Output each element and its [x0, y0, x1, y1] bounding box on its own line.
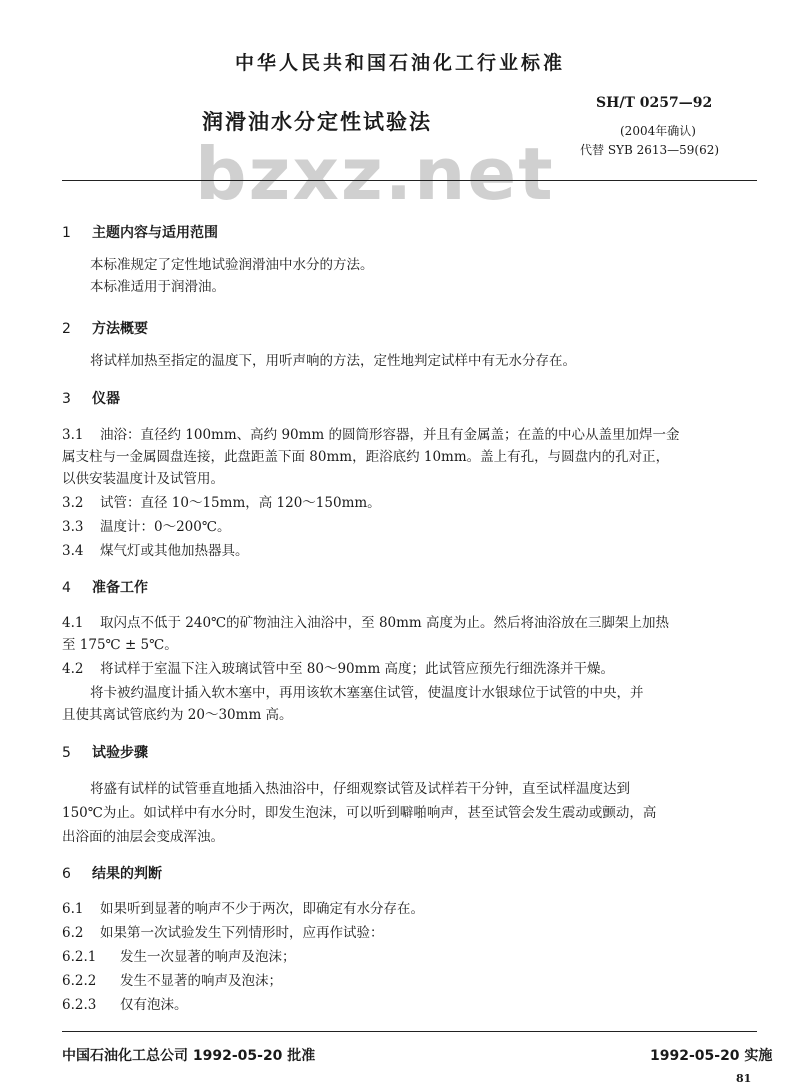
standard-category-header: 中华人民共和国石油化工行业标准 — [234, 52, 565, 74]
clause-text: 发生一次显著的响声及泡沫； — [120, 949, 296, 965]
clause-text: 如果听到显著的响声不少于两次，即确定有水分存在。 — [100, 901, 424, 917]
section-number: 5 — [62, 745, 71, 761]
section-number: 2 — [62, 321, 71, 337]
section-number: 1 — [62, 225, 71, 241]
paragraph: 150℃为止。如试样中有水分时，即发生泡沫，可以听到噼啪响声，甚至试管会发生震动或颤动，高 — [62, 805, 657, 821]
clause-number: 3.3 — [62, 519, 84, 535]
page-number: 81 — [736, 1072, 752, 1085]
section-number: 6 — [62, 866, 71, 882]
section-4-heading — [62, 577, 148, 597]
clause-number: 6.2.3 — [62, 997, 97, 1013]
paragraph: 本标准适用于润滑油。 — [90, 279, 225, 295]
approval-date: 中国石油化工总公司 1992-05-20 批准 — [62, 1048, 316, 1064]
clause-text: 油浴：直径约 100mm、高约 90mm 的圆筒形容器，并且有金属盖；在盖的中心从盖里加焊一金 — [100, 427, 680, 443]
clause-number: 6.1 — [62, 901, 84, 917]
clause-number: 3.4 — [62, 543, 84, 559]
clause-text: 试管：直径 10～15mm，高 120～150mm。 — [100, 495, 381, 511]
clause-text: 温度计：0～200℃。 — [100, 519, 231, 535]
document-title: 润滑油水分定性试验法 — [202, 110, 432, 134]
paragraph: 出浴面的油层会变成浑浊。 — [62, 829, 224, 845]
section-title: 方法概要 — [92, 321, 148, 337]
clause-text: 仅有泡沫。 — [120, 997, 188, 1013]
clause-text: 至 175℃ ± 5℃。 — [62, 637, 178, 653]
watermark: bzxz.net — [195, 132, 555, 216]
section-title: 仪器 — [92, 391, 120, 407]
clause-text: 以供安装温度计及试管用。 — [62, 471, 224, 487]
section-title: 准备工作 — [92, 580, 148, 596]
section-1-heading — [62, 222, 218, 242]
section-number: 3 — [62, 391, 71, 407]
section-6-heading — [62, 863, 162, 883]
footer-rule — [62, 1031, 757, 1032]
section-title: 主题内容与适用范围 — [92, 225, 218, 241]
section-2-heading — [62, 318, 148, 338]
clause-number: 4.1 — [62, 615, 84, 631]
clause-text: 将试样于室温下注入玻璃试管中至 80～90mm 高度；此试管应预先行细洗涤并干燥。 — [100, 661, 615, 677]
header-rule — [62, 180, 757, 181]
paragraph: 将试样加热至指定的温度下，用听声响的方法，定性地判定试样中有无水分存在。 — [90, 353, 576, 369]
section-number: 4 — [62, 580, 71, 596]
clause-text: 取闪点不低于 240℃的矿物油注入油浴中，至 80mm 高度为止。然后将油浴放在三脚架上加热 — [100, 615, 670, 631]
clause-number: 3.2 — [62, 495, 84, 511]
reconfirm-note: (2004年确认) — [620, 124, 696, 138]
standard-code: SH/T 0257—92 — [596, 95, 713, 111]
clause-number: 6.2.1 — [62, 949, 97, 965]
clause-number: 6.2.2 — [62, 973, 97, 989]
clause-text: 发生不显著的响声及泡沫； — [120, 973, 282, 989]
paragraph: 将盛有试样的试管垂直地插入热油浴中，仔细观察试管及试样若干分钟，直至试样温度达到 — [90, 781, 630, 797]
section-3-heading — [62, 388, 120, 408]
clause-text: 将卡被约温度计插入软木塞中，再用该软木塞塞住试管，使温度计水银球位于试管的中央，并 — [90, 685, 644, 701]
clause-text: 如果第一次试验发生下列情形时，应再作试验： — [100, 925, 384, 941]
clause-number: 6.2 — [62, 925, 84, 941]
clause-text: 煤气灯或其他加热器具。 — [100, 543, 249, 559]
clause-text: 且使其离试管底约为 20～30mm 高。 — [62, 707, 293, 723]
paragraph: 本标准规定了定性地试验润滑油中水分的方法。 — [90, 257, 374, 273]
section-5-heading — [62, 742, 148, 762]
section-title: 结果的判断 — [92, 866, 162, 882]
clause-number: 4.2 — [62, 661, 84, 677]
replaces-note: 代替 SYB 2613—59(62) — [580, 143, 720, 157]
implementation-date: 1992-05-20 实施 — [650, 1048, 773, 1064]
section-title: 试验步骤 — [92, 745, 148, 761]
clause-text: 属支柱与一金属圆盘连接，此盘距盖下面 80mm，距浴底约 10mm。盖上有孔，与圆盘内的孔对正， — [62, 449, 670, 465]
clause-number: 3.1 — [62, 427, 84, 443]
